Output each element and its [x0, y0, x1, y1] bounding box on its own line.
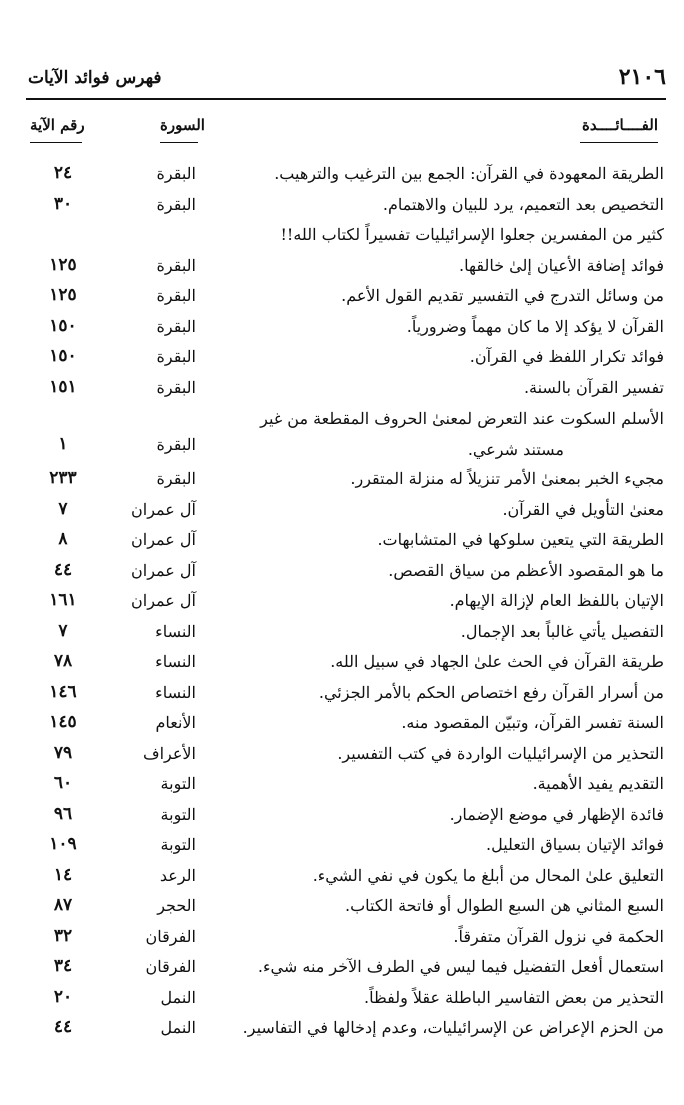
aya-number: ٩٦ — [53, 803, 73, 824]
column-header-sura: السورة — [160, 116, 205, 134]
fayda-line: ما هو المقصود الأعظم من سياق القصص. — [388, 560, 664, 580]
aya-number: ٢٠ — [53, 986, 73, 1007]
fayda-text — [192, 374, 664, 401]
aya-number: ١٦١ — [49, 590, 77, 610]
fayda-text — [192, 862, 664, 889]
fayda-text — [192, 648, 664, 675]
fayda-text — [192, 252, 664, 279]
fayda-text — [192, 221, 664, 248]
sura-name: آل عمران — [131, 530, 196, 549]
aya-number: ١٢٥ — [49, 254, 77, 275]
fayda-text — [192, 282, 664, 309]
aya-number: ١٢٥ — [49, 285, 77, 305]
aya-number: ٢٣٣ — [49, 468, 77, 488]
fayda-line: فائدة الإظهار في موضع الإضمار. — [449, 804, 664, 824]
fayda-text — [192, 587, 664, 614]
sura-name: آل عمران — [131, 560, 196, 580]
fayda-line-continued: مستند شرعي. — [467, 439, 564, 459]
fayda-line: الحكمة في نزول القرآن متفرقاً. — [453, 926, 664, 946]
fayda-text — [192, 801, 664, 828]
aya-number: ٤٤ — [53, 1017, 73, 1037]
fayda-line: طريقة القرآن في الحث علىٰ الجهاد في سبيل الله. — [330, 652, 664, 671]
fayda-text — [192, 770, 664, 797]
fayda-line: الأسلم السكوت عند التعرض لمعنىٰ الحروف المقطعة من غير — [260, 409, 664, 428]
aya-number: ٤٤ — [53, 559, 73, 580]
sura-name: آل عمران — [131, 591, 196, 610]
aya-number: ١٠٩ — [49, 834, 77, 854]
page-title: فهرس فوائد الآيات — [28, 68, 162, 88]
fayda-text — [192, 526, 664, 553]
sura-name: البقرة — [156, 255, 196, 275]
sura-name: النمل — [160, 987, 196, 1007]
fayda-text — [192, 160, 664, 187]
fayda-line: مجيء الخبر بمعنىٰ الأمر تنزيلاً له منزلة المتقرر. — [350, 469, 664, 488]
sura-name: التوبة — [160, 835, 196, 854]
fayda-line: التقديم يفيد الأهمية. — [532, 774, 664, 793]
fayda-text — [192, 984, 664, 1011]
aya-number: ٨ — [58, 529, 68, 549]
column-header-aya: رقم الآية — [30, 116, 85, 134]
fayda-line: السبع المثاني هن السبع الطوال أو فاتحة الكتاب. — [345, 896, 664, 915]
aya-number: ١٥١ — [49, 376, 77, 397]
fayda-line: القرآن لا يؤكد إلا ما كان مهماً وضرورياً. — [406, 316, 664, 336]
aya-number: ٧ — [58, 620, 68, 641]
sura-name: الأعراف — [143, 743, 196, 763]
fayda-line: التحذير من الإسرائيليات الواردة في كتب التفسير. — [337, 743, 664, 763]
aya-number: ١ — [58, 434, 68, 455]
fayda-text — [192, 679, 664, 706]
fayda-line: معنىٰ التأويل في القرآن. — [502, 499, 664, 519]
fayda-text — [192, 740, 664, 767]
fayda-line: فوائد إضافة الأعيان إلىٰ خالقها. — [459, 255, 664, 275]
aya-number: ٦٠ — [53, 773, 73, 793]
fayda-text — [192, 404, 664, 465]
fayda-line: السنة تفسر القرآن، وتبيّن المقصود منه. — [401, 713, 664, 732]
sura-name: النساء — [155, 621, 196, 641]
sura-name: النمل — [160, 1018, 196, 1037]
fayda-text — [192, 892, 664, 919]
fayda-line: التعليق علىٰ المحال من أبلغ ما يكون في نفي الشيء. — [312, 865, 664, 885]
aya-number: ٧٨ — [53, 651, 73, 671]
aya-number: ١٤ — [53, 864, 73, 885]
column-underline — [580, 142, 658, 143]
column-header-fayda: الفــــائــــدة — [582, 116, 658, 134]
fayda-text — [192, 923, 664, 950]
aya-number: ٨٧ — [53, 895, 73, 915]
fayda-line: من أسرار القرآن رفع اختصاص الحكم بالأمر الجزئي. — [318, 682, 664, 702]
sura-name: البقرة — [156, 286, 196, 305]
fayda-text — [192, 709, 664, 736]
sura-name: البقرة — [156, 377, 196, 397]
fayda-line: من الحزم الإعراض عن الإسرائيليات، وعدم إدخالها في التفاسير. — [242, 1018, 664, 1037]
fayda-text — [192, 343, 664, 370]
fayda-line: من وسائل التدرج في التفسير تقديم القول الأعم. — [341, 286, 664, 305]
fayda-line: تفسير القرآن بالسنة. — [523, 377, 664, 397]
sura-name: الرعد — [159, 865, 196, 885]
header-rule — [26, 98, 666, 100]
sura-name: البقرة — [156, 469, 196, 488]
sura-name: البقرة — [156, 316, 196, 336]
fayda-line: التخصيص بعد التعميم، يرد للبيان والاهتمام. — [382, 194, 664, 214]
aya-number: ١٥٠ — [49, 315, 77, 336]
aya-number: ١٤٦ — [49, 681, 77, 702]
fayda-line: فوائد الإتيان بسياق التعليل. — [486, 835, 664, 854]
aya-number: ٧ — [58, 498, 68, 519]
fayda-line: الطريقة التي يتعين سلوكها في المتشابهات. — [377, 530, 664, 549]
aya-number: ٣٤ — [53, 956, 73, 976]
fayda-text — [192, 618, 664, 645]
aya-number: ١٤٥ — [49, 712, 77, 732]
fayda-text — [192, 191, 664, 218]
sura-name: الفرقان — [145, 957, 196, 976]
sura-name: النساء — [155, 652, 196, 671]
sura-name: البقرة — [156, 347, 196, 366]
column-underline — [30, 142, 82, 143]
aya-number: ٣٠ — [53, 193, 73, 214]
aya-number: ٢٤ — [53, 163, 73, 183]
fayda-line: كثير من المفسرين جعلوا الإسرائيليات تفسيراً لكتاب الله!! — [280, 225, 664, 244]
sura-name: البقرة — [156, 435, 196, 455]
fayda-text — [192, 831, 664, 858]
fayda-text — [192, 313, 664, 340]
fayda-line: التفصيل يأتي غالباً بعد الإجمال. — [460, 621, 664, 641]
fayda-line: فوائد تكرار اللفظ في القرآن. — [469, 347, 664, 366]
fayda-line: الإتيان باللفظ العام لإزالة الإيهام. — [449, 591, 664, 610]
fayda-text — [192, 1014, 664, 1041]
sura-name: آل عمران — [131, 499, 196, 519]
fayda-text — [192, 557, 664, 584]
aya-number: ٧٩ — [53, 742, 73, 763]
sura-name: النساء — [155, 682, 196, 702]
sura-name: الأنعام — [155, 713, 196, 732]
sura-name: الفرقان — [145, 926, 196, 946]
fayda-line: الطريقة المعهودة في القرآن: الجمع بين الترغيب والترهيب. — [274, 164, 664, 183]
page-number: ٢١٠٦ — [618, 64, 666, 90]
sura-name: التوبة — [160, 774, 196, 793]
fayda-text — [192, 953, 664, 980]
aya-number: ١٥٠ — [49, 346, 77, 366]
fayda-line: استعمال أفعل التفضيل فيما ليس في الطرف الآخر منه شيء. — [257, 957, 664, 976]
aya-number: ٣٢ — [53, 925, 73, 946]
sura-name: الحجر — [157, 896, 196, 915]
sura-name: البقرة — [156, 164, 196, 183]
sura-name: البقرة — [156, 194, 196, 214]
column-underline — [160, 142, 198, 143]
sura-name: التوبة — [160, 804, 196, 824]
fayda-text — [192, 465, 664, 492]
fayda-text — [192, 496, 664, 523]
fayda-line: التحذير من بعض التفاسير الباطلة عقلاً ولفظاً. — [364, 987, 664, 1007]
